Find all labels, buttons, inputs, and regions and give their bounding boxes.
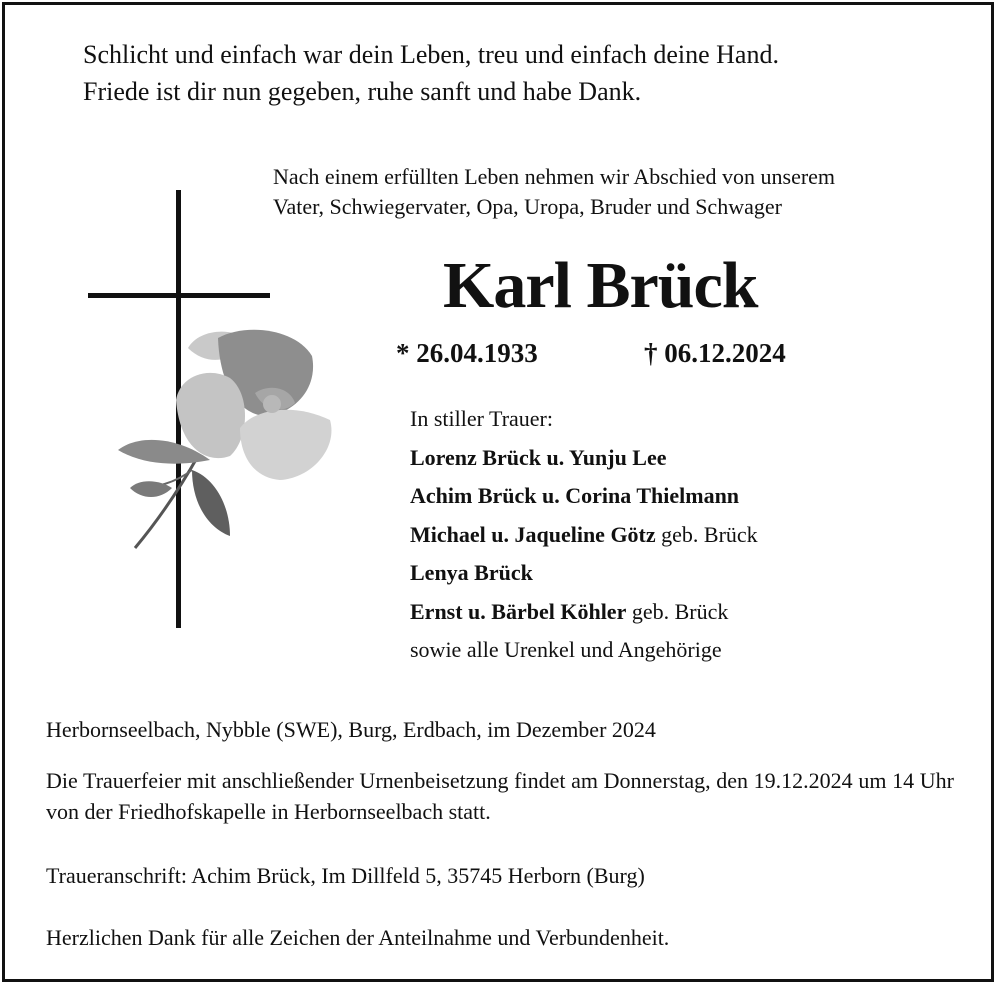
mourner-5-name: Ernst u. Bärbel Köhler — [410, 598, 627, 624]
mourner-3-note: geb. Brück — [655, 521, 758, 547]
thanks-note: Herzlichen Dank für alle Zeichen der Anteilnahme und Verbundenheit. — [46, 925, 670, 950]
ceremony-info: Die Trauerfeier mit anschließender Urnenbeisetzung findet am Donnerstag, den 19.12.2024 um 14 Uhr von der Friedhofskapelle in Herbornseelbach statt. — [46, 768, 954, 824]
verse-line-1: Schlicht und einfach war dein Leben, treu und einfach deine Hand. — [83, 40, 779, 69]
mourning-address: Traueranschrift: Achim Brück, Im Dillfeld 5, 35745 Herborn (Burg) — [46, 863, 645, 888]
mourners-list — [410, 400, 758, 670]
mourners-closing: sowie alle Urenkel und Angehörige — [410, 637, 722, 662]
rose-illustration — [118, 330, 331, 548]
place-date: Herbornseelbach, Nybble (SWE), Burg, Erdbach, im Dezember 2024 — [46, 717, 656, 742]
mourner-1: Lorenz Brück u. Yunju Lee — [410, 444, 667, 470]
mourner-5 — [410, 593, 758, 632]
intro-text — [273, 162, 835, 222]
mourner-4: Lenya Brück — [410, 560, 533, 585]
mourners-heading: In stiller Trauer: — [410, 406, 553, 431]
mourner-3-name: Michael u. Jaqueline Götz — [410, 521, 656, 547]
mourner-5-note: geb. Brück — [626, 598, 729, 624]
verse — [83, 36, 779, 110]
intro-line-1: Nach einem erfüllten Leben nehmen wir Abschied von unserem — [273, 164, 836, 189]
intro-line-2: Vater, Schwiegervater, Opa, Uropa, Bruder und Schwager — [273, 194, 782, 219]
mourner-3 — [410, 516, 758, 555]
birth-date: * 26.04.1933 — [396, 338, 538, 368]
cross-and-rose-illustration — [80, 188, 350, 638]
verse-line-2: Friede ist dir nun gegeben, ruhe sanft und habe Dank. — [83, 77, 642, 106]
deceased-name: Karl Brück — [443, 249, 758, 322]
mourner-2: Achim Brück u. Corina Thielmann — [410, 483, 740, 508]
death-date: † 06.12.2024 — [644, 338, 786, 368]
